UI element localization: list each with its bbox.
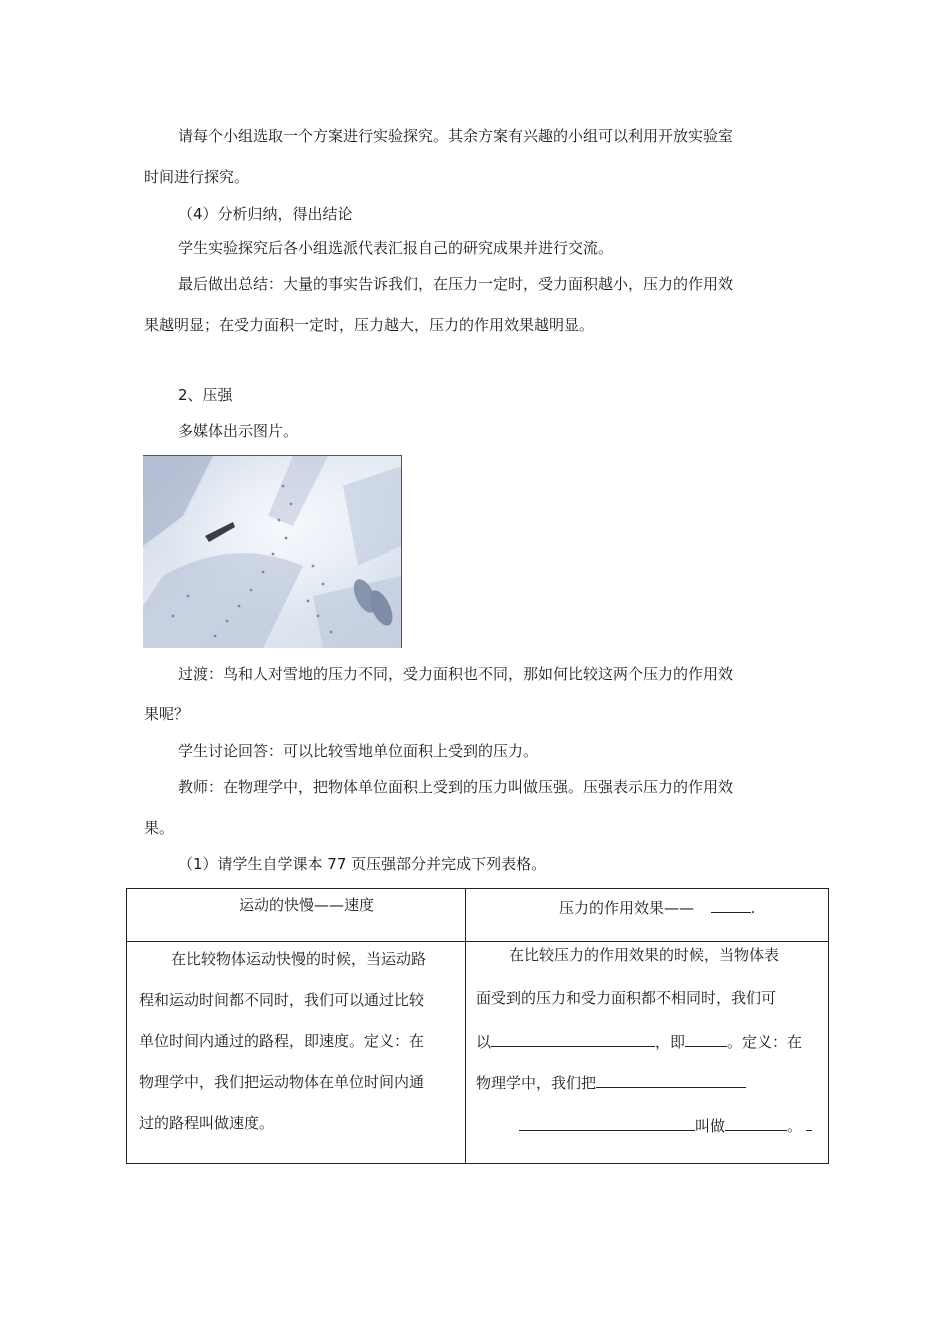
speed-text-line-3: 单位时间内通过的路程，即速度。定义：在 [139,1032,425,1050]
transition-line-1: 过渡：鸟和人对雪地的压力不同，受力面积也不同，那如何比较这两个压力的作用效 [178,665,734,683]
paragraph-1-line-2: 时间进行探究。 [144,168,250,186]
term-blank[interactable] [725,1116,787,1131]
teacher-line-2: 果。 [144,819,175,837]
section-heading-pressure: 2、压强 [178,386,233,404]
speed-text-line-5: 过的路程叫做速度。 [139,1114,275,1132]
pressure-text-line-3: 以 ，即 。定义：在 [476,1033,803,1051]
definition-blank-1[interactable] [596,1073,746,1088]
summary-line-1: 最后做出总结：大量的事实告诉我们，在压力一定时，受力面积越小，压力的作用效 [178,275,734,293]
speed-text-line-1: 在比较物体运动快慢的时候，当运动路 [171,950,427,968]
method-blank[interactable] [491,1032,655,1047]
table-column-divider [465,889,466,1163]
quantity-blank[interactable] [685,1032,727,1047]
definition-blank-2[interactable] [519,1116,695,1131]
pressure-text-line-2: 面受到的压力和受力面积都不相同时，我们可 [476,989,777,1007]
transition-line-2: 果呢？ [144,705,190,723]
paragraph-1-line-1: 请每个小组选取一个方案进行实验探究。其余方案有兴趣的小组可以利用开放实验室 [178,127,734,145]
student-answer: 学生讨论回答：可以比较雪地单位面积上受到的压力。 [178,742,539,760]
summary-line-2: 果越明显；在受力面积一定时，压力越大，压力的作用效果越明显。 [144,316,595,334]
multimedia-note: 多媒体出示图片。 [178,422,299,440]
pressure-column-header [559,898,756,916]
snow-footprints-image [143,455,402,648]
comparison-table [126,888,829,1164]
speed-text-line-2: 程和运动时间都不同时，我们可以通过比较 [139,991,425,1009]
trailing-blank [806,1116,812,1131]
speed-text-line-4: 物理学中，我们把运动物体在单位时间内通 [139,1073,425,1091]
pressure-header-text: 压力的作用效果—— [559,899,695,917]
speed-column-header: 运动的快慢——速度 [239,896,375,914]
pressure-text-line-4: 物理学中，我们把 [476,1073,746,1091]
pressure-header-blank[interactable] [711,898,751,913]
teacher-line-1: 教师：在物理学中，把物体单位面积上受到的压力叫做压强。压强表示压力的作用效 [178,778,734,796]
step-4-heading: （4）分析归纳，得出结论 [178,205,353,223]
paragraph-3: 学生实验探究后各小组选派代表汇报自己的研究成果并进行交流。 [178,239,614,257]
snow-footprints-picture [143,456,401,648]
pressure-text-line-5: 叫做 。 [519,1116,812,1134]
pressure-text-line-1: 在比较压力的作用效果的时候，当物体表 [509,946,780,964]
table-instruction: （1）请学生自学课本 77 页压强部分并完成下列表格。 [178,855,547,873]
pressure-header-tail: . [750,899,756,917]
table-row-divider [127,941,828,942]
